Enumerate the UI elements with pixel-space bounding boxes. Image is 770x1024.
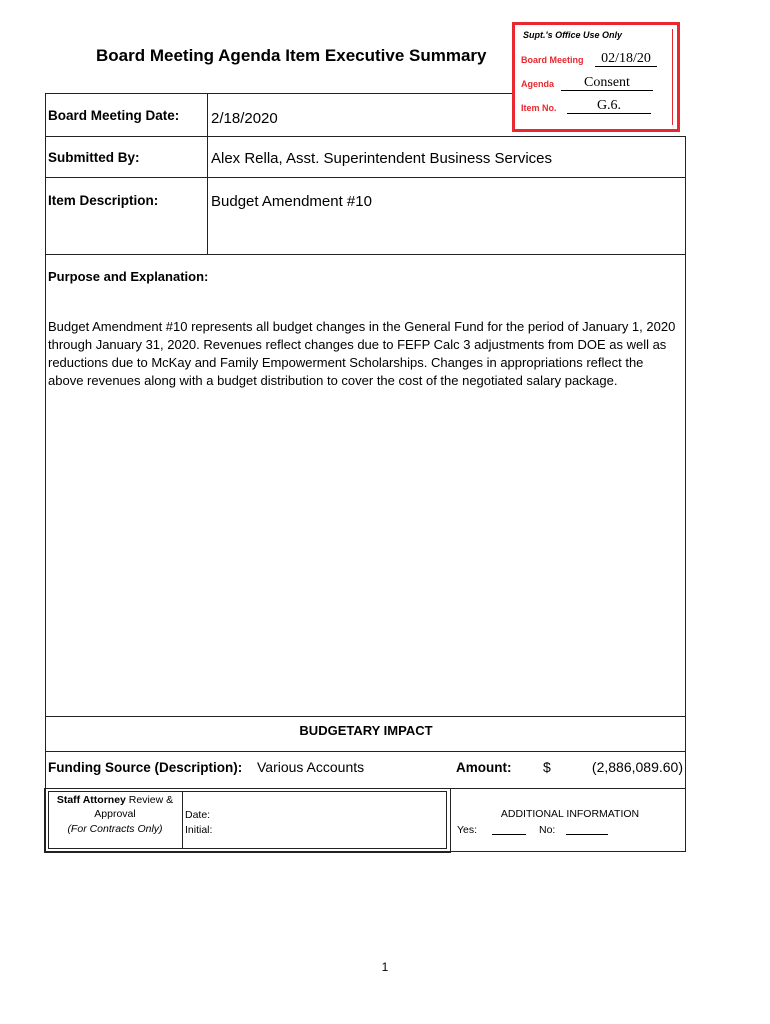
board-meeting-date-label: Board Meeting Date: xyxy=(48,108,180,123)
submitted-by-value: Alex Rella, Asst. Superintendent Business Services xyxy=(211,150,553,167)
yes-blank xyxy=(492,834,526,835)
contracts-only-label: (For Contracts Only) xyxy=(67,823,163,835)
office-use-heading: Supt.'s Office Use Only xyxy=(523,30,622,40)
page-title: Board Meeting Agenda Item Executive Summary xyxy=(96,46,487,65)
purpose-heading: Purpose and Explanation: xyxy=(48,269,209,284)
additional-info-no-label: No: xyxy=(539,824,556,836)
page-number: 1 xyxy=(381,960,389,974)
office-agenda-label: Agenda xyxy=(521,79,555,89)
staff-attorney-label: Staff Attorney Review & xyxy=(56,794,174,806)
approval-label: Approval xyxy=(94,808,136,820)
additional-info-yes-label: Yes: xyxy=(457,824,478,836)
item-description-label: Item Description: xyxy=(48,193,159,208)
funding-source-value: Various Accounts xyxy=(257,759,365,775)
office-board-meeting-value: 02/18/20 xyxy=(595,52,657,67)
budgetary-impact-heading: BUDGETARY IMPACT xyxy=(299,723,433,738)
office-use-box xyxy=(512,22,680,132)
submitted-by-label: Submitted By: xyxy=(48,150,140,165)
currency-symbol: $ xyxy=(543,759,551,775)
attorney-date-label: Date: xyxy=(185,809,211,821)
amount-value: (2,886,089.60) xyxy=(591,759,683,775)
item-description-value: Budget Amendment #10 xyxy=(211,193,372,210)
no-blank xyxy=(566,834,608,835)
funding-source-label: Funding Source (Description): xyxy=(48,760,243,775)
board-meeting-date-value: 2/18/2020 xyxy=(211,110,278,127)
purpose-body: Budget Amendment #10 represents all budget changes in the General Fund for the period of January 1, 2020 through January 31, 2020. Revenues reflect changes due to FEFP Calc 3 adjustments from DOE as well as reductions due to McKay and Family Empowerment Scholarships. Changes in appropriations reflect the above revenues along with a budget distribution to cover the cost of the negotiated salary package. xyxy=(48,319,676,388)
amount-label: Amount: xyxy=(456,760,512,775)
office-board-meeting-label: Board Meeting xyxy=(521,55,584,65)
office-agenda-value: Consent xyxy=(561,76,653,91)
attorney-initial-label: Initial: xyxy=(185,824,213,836)
office-item-no-label: Item No. xyxy=(521,103,557,113)
office-item-no-value: G.6. xyxy=(567,99,651,114)
additional-info-heading: ADDITIONAL INFORMATION xyxy=(500,808,640,820)
